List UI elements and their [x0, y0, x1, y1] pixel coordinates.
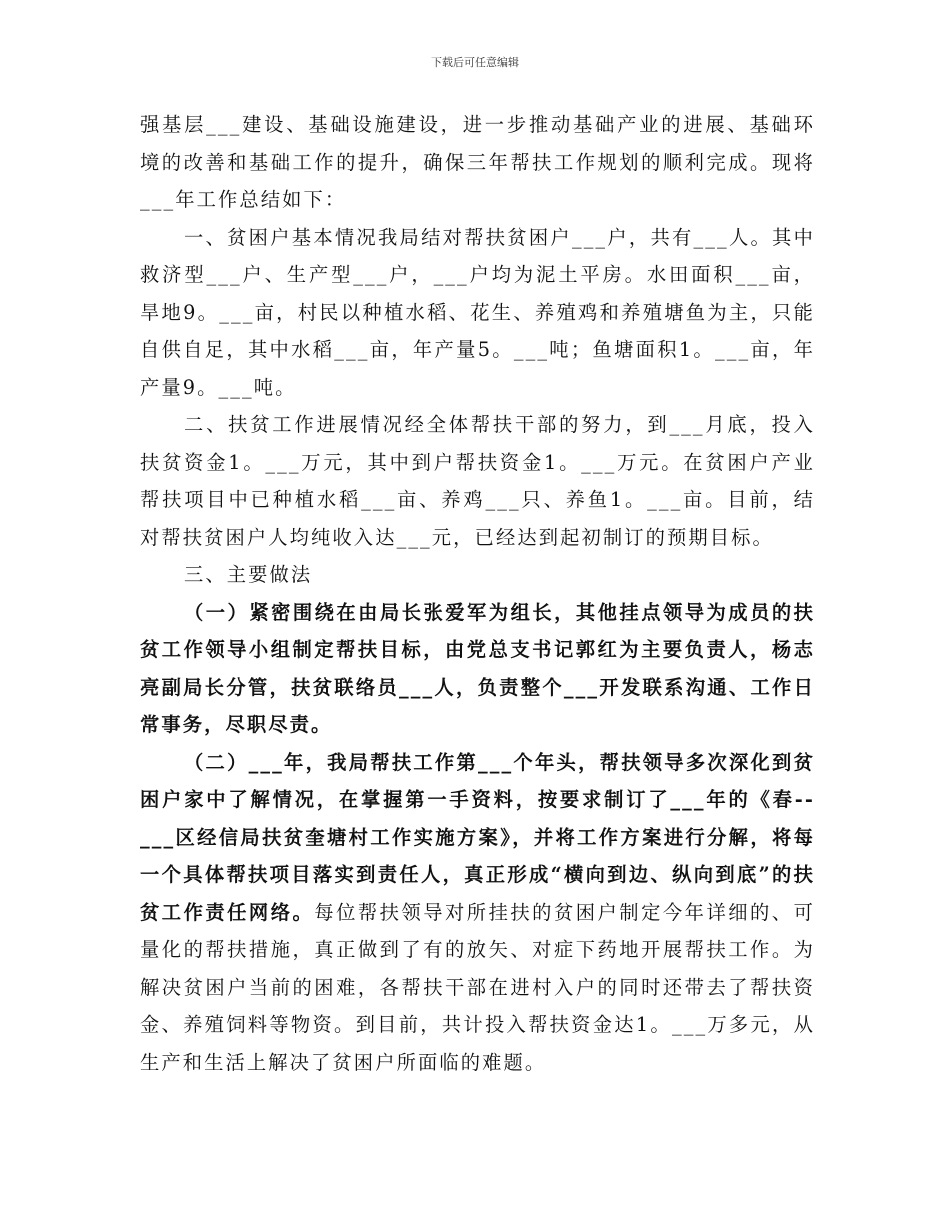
section-heading-3: 三、主要做法 — [184, 563, 313, 586]
paragraph-intro: 强基层___建设、基础设施建设，进一步推动基础产业的进展、基础环境的改善和基础工作的提升，确保三年帮扶工作规划的顺利完成。现将___年工作总结如下： — [140, 113, 815, 211]
paragraph-section-1: 一、贫困户基本情况我局结对帮扶贫困户___户，共有___人。其中救济型___户、生产型___户，___户均为泥土平房。水田面积___亩，旱地9。___亩，村民以种植水稻、花生、养殖鸡和养殖塘鱼为主，只能自供自足，其中水稻___亩，年产量5。___吨；鱼塘面积1。___亩，年产量9。___吨。 — [140, 225, 815, 399]
paragraph-subsection-1: （一）紧密围绕在由局长张爱军为组长，其他挂点领导为成员的扶贫工作领导小组制定帮扶目标，由党总支书记郭红为主要负责人，杨志亮副局长分管，扶贫联络员___人，负责整个___开发联系沟通、工作日常事务，尽职尽责。 — [140, 600, 815, 736]
paragraph-section-2: 二、扶贫工作进展情况经全体帮扶干部的努力，到___月底，投入扶贫资金1。___万元，其中到户帮扶资金1。___万元。在贫困户产业帮扶项目中已种植水稻___亩、养鸡___只、养鱼1。___亩。目前，结对帮扶贫困户人均纯收入达___元，已经达到起初制订的预期目标。 — [140, 413, 815, 549]
subsection-2-bold-text: （二）___年，我局帮扶工作第___个年头，帮扶领导多次深化到贫困户家中了解情况，在掌握第一手资料，按要求制订了___年的《春--___区经信局扶贫奎塘村工作实施方案》，并将工作方案进行分解，将每一个具体帮扶项目落实到责任人，真正形成“横向到边、纵向到底”的扶贫工作责任网络。 — [140, 750, 815, 924]
subsection-2-normal-text: 每位帮扶领导对所挂扶的贫困户制定今年详细的、可量化的帮扶措施，真正做到了有的放矢、对症下药地开展帮扶工作。为解决贫困户当前的困难，各帮扶干部在进村入户的同时还带去了帮扶资金、养殖饲料等物资。到目前，共计投入帮扶资金达1。___万多元，从生产和生活上解决了贫困户所面临的难题。 — [140, 900, 815, 1074]
paragraph-subsection-2 — [140, 744, 815, 1082]
document-body — [140, 106, 815, 1081]
page-header: 下载后可任意编辑 — [431, 56, 519, 69]
